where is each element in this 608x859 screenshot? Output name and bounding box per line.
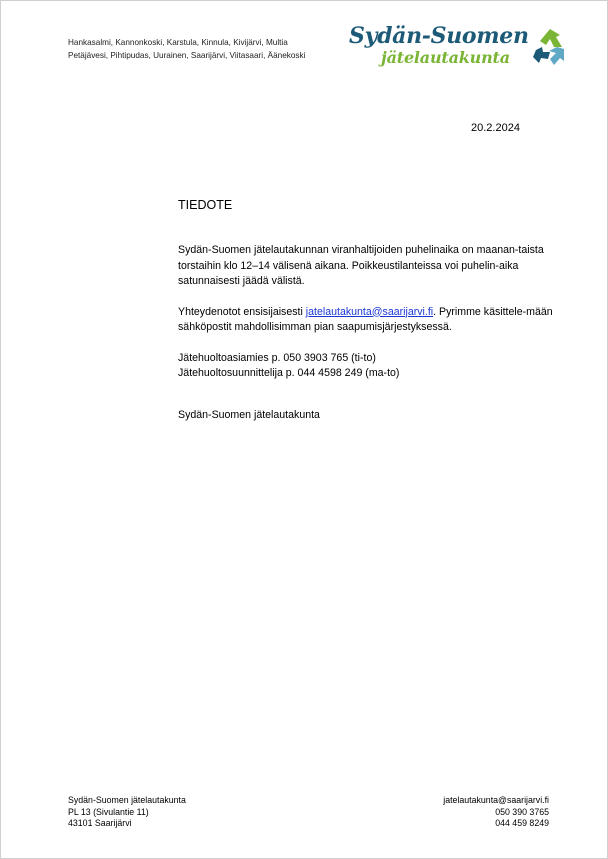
contact-line-1: Jätehuoltoasiamies p. 050 3903 765 (ti-to) [178, 351, 376, 364]
paragraph-phone-hours: Sydän-Suomen jätelautakunnan viranhaltijoiden puhelinaika on maanan-taista torstaihin klo 12–14 välisenä aikana. Poikkeustilanteissa voi puhelin-aika satunnaisesti jäädä välistä. [178, 244, 544, 287]
contact-text-before: Yhteydenotot ensisijaisesti [178, 305, 306, 318]
document-body [178, 243, 558, 397]
municipalities-line-2: Petäjävesi, Pihtipudas, Uurainen, Saarijärvi, Viitasaari, Äänekoski [68, 50, 306, 60]
member-municipalities [68, 37, 305, 62]
footer-contacts [381, 795, 549, 830]
footer-email: jatelautakunta@saarijarvi.fi [443, 795, 549, 805]
recycle-arrows-icon [529, 25, 571, 67]
footer-phone-2: 044 459 8249 [495, 818, 549, 828]
organization-logo [349, 23, 575, 71]
contact-line-2: Jätehuoltosuunnittelija p. 044 4598 249 (ma-to) [178, 367, 400, 379]
logo-text-secondary: jätelautakunta [381, 48, 510, 67]
document-title: TIEDOTE [178, 198, 233, 212]
email-link[interactable]: jatelautakunta@saarijarvi.fi [305, 305, 434, 318]
footer-org-name: Sydän-Suomen jätelautakunta [68, 795, 186, 805]
paragraph-contact [178, 305, 558, 336]
footer-postal-city: 43101 Saarijärvi [68, 818, 132, 828]
footer-address [68, 795, 186, 830]
signature: Sydän-Suomen jätelautakunta [178, 409, 320, 421]
document-date: 20.2.2024 [471, 122, 520, 134]
contact-text-after: . Pyrimme käsittele-mään sähköpostit mahdollisimman pian saapumisjärjestyksessä. [178, 305, 553, 333]
logo-text-primary: Sydän-Suomen [349, 23, 529, 49]
municipalities-line-1: Hankasalmi, Kannonkoski, Karstula, Kinnula, Kivijärvi, Multia [68, 38, 288, 47]
footer-po-box: PL 13 (Sivulantie 11) [68, 806, 149, 817]
paragraph-phone-numbers [178, 351, 558, 382]
footer-phone-1: 050 390 3765 [495, 806, 549, 817]
